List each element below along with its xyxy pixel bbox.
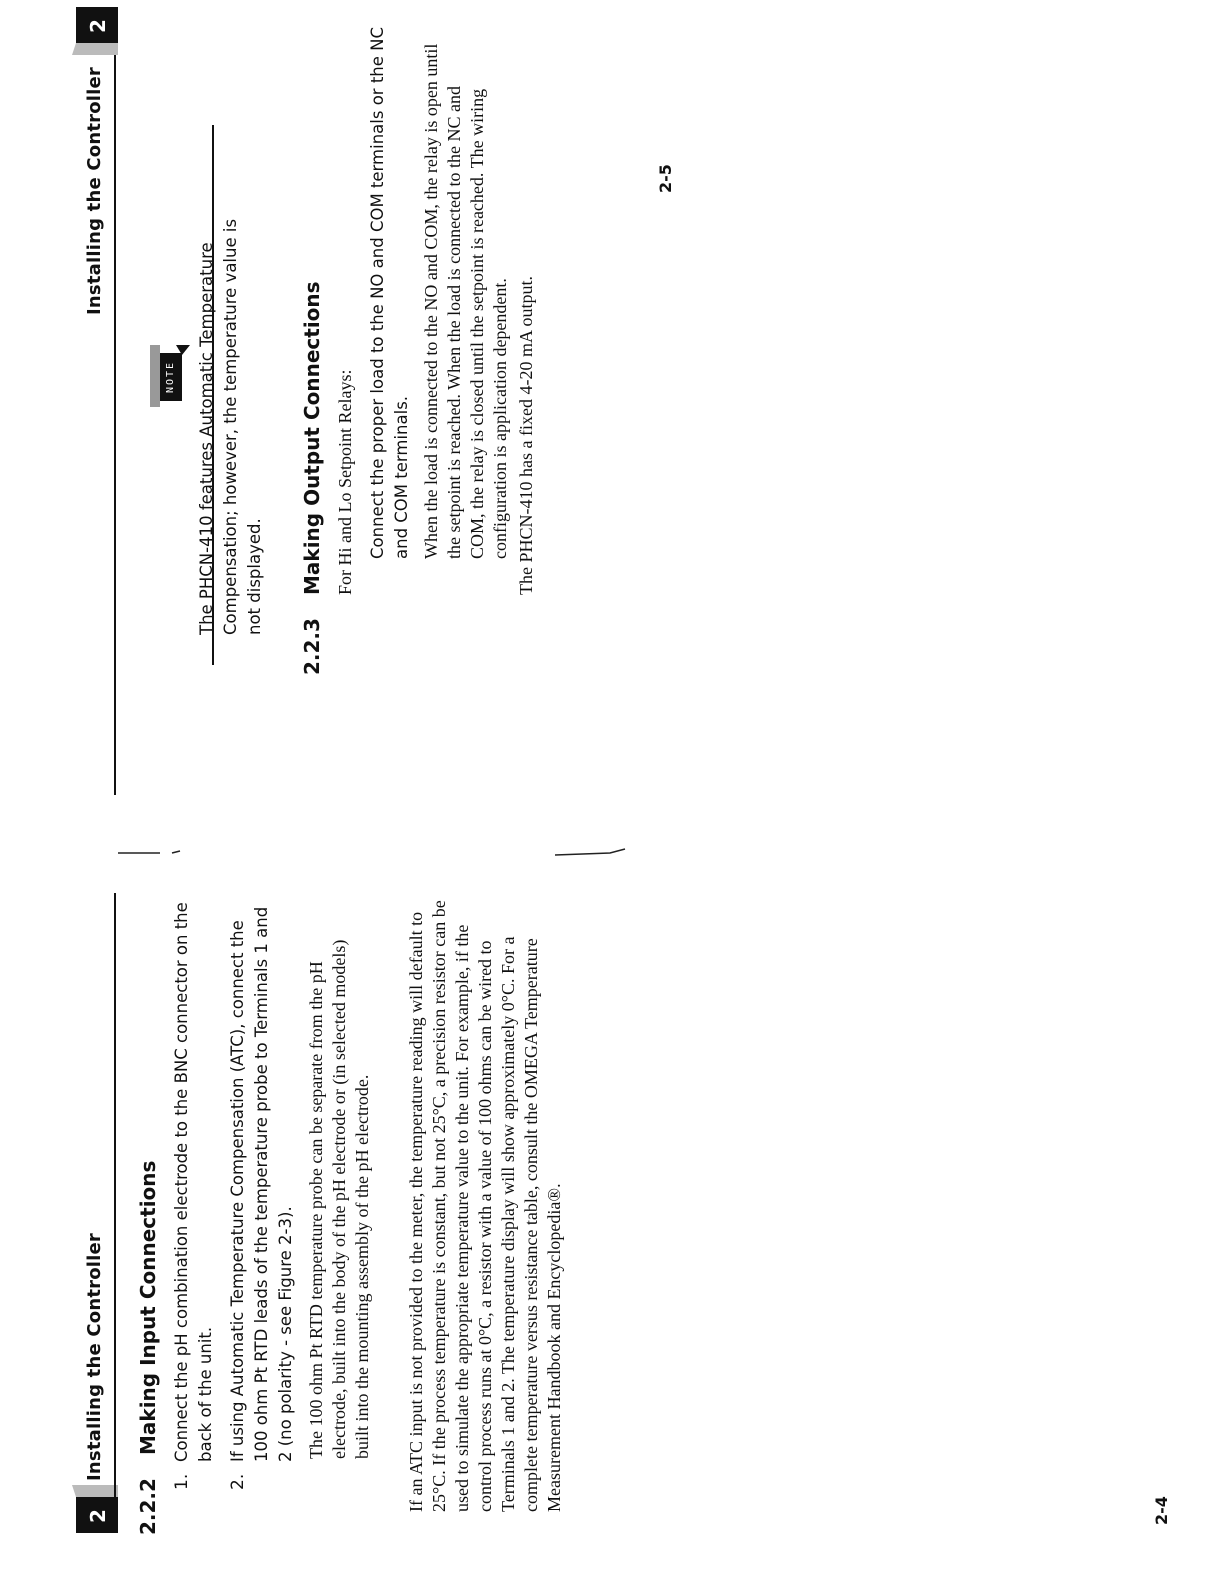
list-item-text-1: Connect the pH combination electrode to the BNC connector on the back of the unit. [172,902,215,1462]
page-number-right: 2-5 [656,164,675,193]
page-number-left: 2-4 [1152,1496,1171,1525]
list-item-text-2: If using Automatic Temperature Compensation (ATC), connect the 100 ohm Pt RTD leads of the temperature probe to Terminals 1 and 2 (no polarity - see Figure 2-3). [228,906,295,1462]
note-text: The PHCN-410 features Automatic Temperature Compensation; however, the temperature value is not displayed. [197,218,264,635]
section-title: Making Output Connections [300,281,324,595]
relay-heading: For Hi and Lo Setpoint Relays: [335,369,355,595]
note-label: NOTE [160,353,182,401]
header-rule-left [114,893,116,1533]
chapter-number: 2 [86,19,110,33]
running-header-right: Installing the Controller [84,66,105,315]
atc-paragraph: If an ATC input is not provided to the meter, the temperature reading will default to 25°C. If the process temperature is constant, but not 25°C, a precision resistor can be used to simulate the appropriate temperature value to the unit. For example, if the control process runs at 0°C, a resistor with a value of 100 ohms can be wired to Terminals 1 and 2. The temperature display will show approximately 0°C. For a complete temperature versus resistance table, consult the OMEGA Temperature Measurement Handbook and Encyclopedia®. [406,900,564,1512]
chapter-number: 2 [86,1509,110,1523]
section-number: 2.2.3 [300,618,324,675]
section-title: Making Input Connections [136,1160,160,1455]
list-item-number-2: 2. [228,1473,248,1490]
relay-instruction: Connect the proper load to the NO and COM terminals or the NC and COM terminals. [368,26,411,559]
relay-paragraph: When the load is connected to the NO and COM, the relay is open until the setpoint is reached. When the load is connected to the NC and COM, the relay is closed until the setpoint is reached. The wiring configuration is application dependent. [421,43,510,559]
output-paragraph: The PHCN-410 has a fixed 4-20 mA output. [516,276,536,595]
scan-gutter-marks [110,785,650,865]
chapter-tab-right [72,7,122,57]
running-header-left: Installing the Controller [84,1232,105,1481]
left-page [0,795,1225,1585]
list-item-number-1: 1. [172,1473,192,1490]
header-rule-right [114,25,116,795]
rtd-note-paragraph: The 100 ohm Pt RTD temperature probe can be separate from the pH electrode, built into the body of the pH electrode or (in selected models) built into the mounting assembly of the pH electrode. [306,939,372,1459]
section-number: 2.2.2 [136,1478,160,1535]
note-badge [150,345,196,407]
